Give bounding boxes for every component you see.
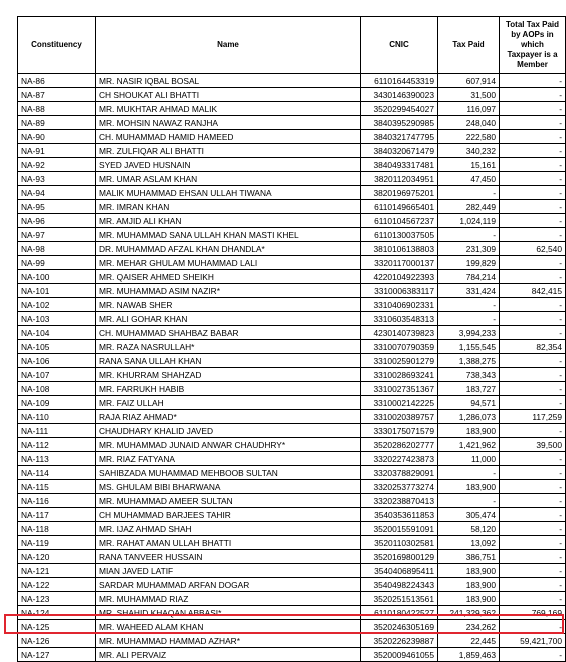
- cell-cnic: 3310028693241: [361, 368, 438, 382]
- cell-constituency: NA-87: [18, 88, 96, 102]
- cell-cnic: 3540498224343: [361, 578, 438, 592]
- cell-constituency: NA-125: [18, 620, 96, 634]
- cell-aop-tax: -: [500, 228, 566, 242]
- cell-tax-paid: 305,474: [438, 508, 500, 522]
- table-row: [18, 564, 566, 578]
- cell-cnic: 6110180422527: [361, 606, 438, 620]
- cell-cnic: 3520226239887: [361, 634, 438, 648]
- cell-tax-paid: 13,092: [438, 536, 500, 550]
- cell-cnic: 4230140739823: [361, 326, 438, 340]
- table-row: [18, 74, 566, 88]
- cell-tax-paid: 22,445: [438, 634, 500, 648]
- cell-aop-tax: 62,540: [500, 242, 566, 256]
- cell-cnic: 3520169800129: [361, 550, 438, 564]
- cell-constituency: NA-96: [18, 214, 96, 228]
- cell-aop-tax: -: [500, 648, 566, 662]
- cell-tax-paid: 241,329,362: [438, 606, 500, 620]
- cell-aop-tax: -: [500, 592, 566, 606]
- cell-cnic: 3430146390023: [361, 88, 438, 102]
- table-row: [18, 186, 566, 200]
- cell-aop-tax: 59,421,700: [500, 634, 566, 648]
- cell-cnic: 3310070790359: [361, 340, 438, 354]
- cell-aop-tax: -: [500, 424, 566, 438]
- cell-tax-paid: 1,155,545: [438, 340, 500, 354]
- cell-name: RANA SANA ULLAH KHAN: [96, 354, 361, 368]
- cell-name: MR. FAIZ ULLAH: [96, 396, 361, 410]
- cell-aop-tax: 842,415: [500, 284, 566, 298]
- cell-aop-tax: -: [500, 298, 566, 312]
- cell-name: MR. IJAZ AHMAD SHAH: [96, 522, 361, 536]
- cell-tax-paid: 738,343: [438, 368, 500, 382]
- cell-cnic: 6110164453319: [361, 74, 438, 88]
- cell-tax-paid: 183,727: [438, 382, 500, 396]
- cell-constituency: NA-94: [18, 186, 96, 200]
- cell-constituency: NA-110: [18, 410, 96, 424]
- cell-constituency: NA-123: [18, 592, 96, 606]
- cell-name: MR. IMRAN KHAN: [96, 200, 361, 214]
- cell-tax-paid: 11,000: [438, 452, 500, 466]
- cell-tax-paid: 1,388,275: [438, 354, 500, 368]
- table-row: [18, 508, 566, 522]
- cell-constituency: NA-111: [18, 424, 96, 438]
- cell-constituency: NA-92: [18, 158, 96, 172]
- cell-name: MR. ZULFIQAR ALI BHATTI: [96, 144, 361, 158]
- header-cnic: CNIC: [361, 17, 438, 74]
- cell-aop-tax: -: [500, 396, 566, 410]
- table-row: [18, 606, 566, 620]
- cell-constituency: NA-100: [18, 270, 96, 284]
- table-row: [18, 354, 566, 368]
- cell-aop-tax: -: [500, 564, 566, 578]
- cell-constituency: NA-88: [18, 102, 96, 116]
- cell-cnic: 3310002142225: [361, 396, 438, 410]
- cell-constituency: NA-98: [18, 242, 96, 256]
- cell-tax-paid: -: [438, 186, 500, 200]
- cell-name: SAHIBZADA MUHAMMAD MEHBOOB SULTAN: [96, 466, 361, 480]
- table-row: [18, 340, 566, 354]
- cell-name: MR. ALI PERVAIZ: [96, 648, 361, 662]
- cell-name: MR. KHURRAM SHAHZAD: [96, 368, 361, 382]
- cell-name: CH. MUHAMMAD SHAHBAZ BABAR: [96, 326, 361, 340]
- cell-cnic: 6110104567237: [361, 214, 438, 228]
- cell-aop-tax: -: [500, 522, 566, 536]
- cell-tax-paid: 31,500: [438, 88, 500, 102]
- cell-constituency: NA-97: [18, 228, 96, 242]
- table-row: [18, 130, 566, 144]
- cell-cnic: 3330175071579: [361, 424, 438, 438]
- cell-name: MR. MEHAR GHULAM MUHAMMAD LALI: [96, 256, 361, 270]
- cell-constituency: NA-113: [18, 452, 96, 466]
- cell-aop-tax: -: [500, 368, 566, 382]
- cell-constituency: NA-112: [18, 438, 96, 452]
- cell-aop-tax: -: [500, 354, 566, 368]
- table-row: [18, 522, 566, 536]
- cell-name: MR. MOHSIN NAWAZ RANJHA: [96, 116, 361, 130]
- header-aop-tax: Total Tax Paid by AOPs in which Taxpayer is a Member: [500, 17, 566, 74]
- cell-cnic: 3310020389757: [361, 410, 438, 424]
- cell-cnic: 3320238870413: [361, 494, 438, 508]
- cell-name: CH. MUHAMMAD HAMID HAMEED: [96, 130, 361, 144]
- cell-tax-paid: 331,424: [438, 284, 500, 298]
- cell-cnic: 3520286202777: [361, 438, 438, 452]
- table-row: [18, 592, 566, 606]
- cell-aop-tax: -: [500, 480, 566, 494]
- header-tax-paid: Tax Paid: [438, 17, 500, 74]
- table-row: [18, 214, 566, 228]
- cell-cnic: 3840320671479: [361, 144, 438, 158]
- cell-constituency: NA-99: [18, 256, 96, 270]
- cell-tax-paid: -: [438, 312, 500, 326]
- cell-name: MIAN JAVED LATIF: [96, 564, 361, 578]
- cell-tax-paid: 1,859,463: [438, 648, 500, 662]
- cell-name: MR. MUHAMMAD SANA ULLAH KHAN MASTI KHEL: [96, 228, 361, 242]
- cell-cnic: 3520299454027: [361, 102, 438, 116]
- table-row: [18, 270, 566, 284]
- cell-name: RANA TANVEER HUSSAIN: [96, 550, 361, 564]
- cell-aop-tax: -: [500, 550, 566, 564]
- cell-name: MR. AMJID ALI KHAN: [96, 214, 361, 228]
- cell-tax-paid: 3,994,233: [438, 326, 500, 340]
- cell-aop-tax: -: [500, 172, 566, 186]
- table-row: [18, 424, 566, 438]
- cell-name: MR. MUHAMMAD HAMMAD AZHAR*: [96, 634, 361, 648]
- cell-cnic: 3840321747795: [361, 130, 438, 144]
- cell-constituency: NA-101: [18, 284, 96, 298]
- cell-tax-paid: 1,024,119: [438, 214, 500, 228]
- table-row: [18, 116, 566, 130]
- table-row: [18, 578, 566, 592]
- cell-name: MR. NASIR IQBAL BOSAL: [96, 74, 361, 88]
- cell-constituency: NA-91: [18, 144, 96, 158]
- table-row: [18, 88, 566, 102]
- cell-name: MR. WAHEED ALAM KHAN: [96, 620, 361, 634]
- cell-tax-paid: 183,900: [438, 424, 500, 438]
- cell-cnic: 3820112034951: [361, 172, 438, 186]
- cell-cnic: 3820196975201: [361, 186, 438, 200]
- table-row: [18, 494, 566, 508]
- cell-cnic: 3320253773274: [361, 480, 438, 494]
- tax-directory-table: [17, 16, 566, 662]
- cell-constituency: NA-115: [18, 480, 96, 494]
- cell-name: MR. RIAZ FATYANA: [96, 452, 361, 466]
- cell-aop-tax: -: [500, 214, 566, 228]
- cell-constituency: NA-108: [18, 382, 96, 396]
- cell-cnic: 3540406895411: [361, 564, 438, 578]
- cell-tax-paid: 47,450: [438, 172, 500, 186]
- cell-name: CH MUHAMMAD BARJEES TAHIR: [96, 508, 361, 522]
- table-row: [18, 550, 566, 564]
- cell-tax-paid: 222,580: [438, 130, 500, 144]
- cell-aop-tax: -: [500, 158, 566, 172]
- cell-tax-paid: 282,449: [438, 200, 500, 214]
- cell-name: SARDAR MUHAMMAD ARFAN DOGAR: [96, 578, 361, 592]
- cell-tax-paid: 784,214: [438, 270, 500, 284]
- cell-constituency: NA-122: [18, 578, 96, 592]
- cell-constituency: NA-109: [18, 396, 96, 410]
- table-row: [18, 312, 566, 326]
- table-row: [18, 634, 566, 648]
- cell-aop-tax: -: [500, 270, 566, 284]
- table-row: [18, 228, 566, 242]
- cell-cnic: 4220104922393: [361, 270, 438, 284]
- cell-name: MR. RAZA NASRULLAH*: [96, 340, 361, 354]
- cell-name: DR. MUHAMMAD AFZAL KHAN DHANDLA*: [96, 242, 361, 256]
- table-body: [18, 74, 566, 662]
- cell-tax-paid: 340,232: [438, 144, 500, 158]
- cell-name: MR. MUKHTAR AHMAD MALIK: [96, 102, 361, 116]
- cell-tax-paid: -: [438, 228, 500, 242]
- cell-cnic: 3310025901279: [361, 354, 438, 368]
- cell-name: MR. MUHAMMAD RIAZ: [96, 592, 361, 606]
- cell-aop-tax: -: [500, 130, 566, 144]
- cell-aop-tax: 39,500: [500, 438, 566, 452]
- cell-tax-paid: 183,900: [438, 592, 500, 606]
- table-row: [18, 452, 566, 466]
- cell-constituency: NA-120: [18, 550, 96, 564]
- cell-constituency: NA-126: [18, 634, 96, 648]
- table-row: [18, 648, 566, 662]
- cell-cnic: 3520251513561: [361, 592, 438, 606]
- cell-name: MR. MUHAMMAD JUNAID ANWAR CHAUDHRY*: [96, 438, 361, 452]
- cell-constituency: NA-106: [18, 354, 96, 368]
- cell-cnic: 3320227423873: [361, 452, 438, 466]
- cell-cnic: 3840395290985: [361, 116, 438, 130]
- cell-constituency: NA-105: [18, 340, 96, 354]
- cell-constituency: NA-116: [18, 494, 96, 508]
- cell-tax-paid: -: [438, 466, 500, 480]
- table-row: [18, 410, 566, 424]
- cell-aop-tax: -: [500, 494, 566, 508]
- cell-tax-paid: 231,309: [438, 242, 500, 256]
- cell-aop-tax: -: [500, 74, 566, 88]
- cell-name: MR. NAWAB SHER: [96, 298, 361, 312]
- table-row: [18, 102, 566, 116]
- cell-cnic: 6110130037505: [361, 228, 438, 242]
- cell-name: MR. ALI GOHAR KHAN: [96, 312, 361, 326]
- cell-constituency: NA-114: [18, 466, 96, 480]
- cell-tax-paid: 234,262: [438, 620, 500, 634]
- cell-aop-tax: -: [500, 620, 566, 634]
- cell-tax-paid: 386,751: [438, 550, 500, 564]
- cell-aop-tax: -: [500, 116, 566, 130]
- table-row: [18, 382, 566, 396]
- cell-cnic: 6110149665401: [361, 200, 438, 214]
- cell-name: MR. SHAHID KHAQAN ABBASI*: [96, 606, 361, 620]
- cell-aop-tax: 82,354: [500, 340, 566, 354]
- table-row: [18, 466, 566, 480]
- cell-aop-tax: -: [500, 452, 566, 466]
- cell-constituency: NA-118: [18, 522, 96, 536]
- cell-aop-tax: 769,169: [500, 606, 566, 620]
- cell-tax-paid: 199,829: [438, 256, 500, 270]
- cell-constituency: NA-90: [18, 130, 96, 144]
- cell-name: MR. UMAR ASLAM KHAN: [96, 172, 361, 186]
- cell-cnic: 3520015591091: [361, 522, 438, 536]
- cell-name: RAJA RIAZ AHMAD*: [96, 410, 361, 424]
- table-header-row: [18, 17, 566, 74]
- cell-aop-tax: -: [500, 466, 566, 480]
- cell-constituency: NA-104: [18, 326, 96, 340]
- cell-aop-tax: -: [500, 508, 566, 522]
- cell-name: SYED JAVED HUSNAIN: [96, 158, 361, 172]
- cell-name: MS. GHULAM BIBI BHARWANA: [96, 480, 361, 494]
- cell-aop-tax: -: [500, 186, 566, 200]
- cell-name: MR. RAHAT AMAN ULLAH BHATTI: [96, 536, 361, 550]
- cell-tax-paid: 183,900: [438, 578, 500, 592]
- cell-cnic: 3320117000137: [361, 256, 438, 270]
- table-row: [18, 536, 566, 550]
- table-row: [18, 200, 566, 214]
- cell-constituency: NA-95: [18, 200, 96, 214]
- cell-aop-tax: -: [500, 312, 566, 326]
- table-row: [18, 284, 566, 298]
- cell-aop-tax: -: [500, 88, 566, 102]
- cell-cnic: 3320378829091: [361, 466, 438, 480]
- cell-aop-tax: -: [500, 578, 566, 592]
- cell-tax-paid: 183,900: [438, 564, 500, 578]
- cell-cnic: 3520246305169: [361, 620, 438, 634]
- cell-aop-tax: -: [500, 102, 566, 116]
- cell-cnic: 3840493317481: [361, 158, 438, 172]
- cell-cnic: 3310006383117: [361, 284, 438, 298]
- table-row: [18, 144, 566, 158]
- cell-cnic: 3310027351367: [361, 382, 438, 396]
- cell-constituency: NA-121: [18, 564, 96, 578]
- cell-constituency: NA-117: [18, 508, 96, 522]
- cell-tax-paid: -: [438, 494, 500, 508]
- cell-aop-tax: -: [500, 144, 566, 158]
- cell-aop-tax: -: [500, 200, 566, 214]
- cell-tax-paid: 1,421,962: [438, 438, 500, 452]
- table-row: [18, 396, 566, 410]
- cell-constituency: NA-103: [18, 312, 96, 326]
- cell-name: MR. MUHAMMAD AMEER SULTAN: [96, 494, 361, 508]
- cell-cnic: 3540353611853: [361, 508, 438, 522]
- cell-cnic: 3310406902331: [361, 298, 438, 312]
- cell-tax-paid: 15,161: [438, 158, 500, 172]
- cell-name: CHAUDHARY KHALID JAVED: [96, 424, 361, 438]
- cell-tax-paid: 248,040: [438, 116, 500, 130]
- cell-cnic: 3810106138803: [361, 242, 438, 256]
- cell-constituency: NA-127: [18, 648, 96, 662]
- cell-name: MR. QAISER AHMED SHEIKH: [96, 270, 361, 284]
- table-row: [18, 438, 566, 452]
- cell-constituency: NA-93: [18, 172, 96, 186]
- table-row: [18, 326, 566, 340]
- table-row: [18, 620, 566, 634]
- cell-cnic: 3310603548313: [361, 312, 438, 326]
- cell-name: MR. FARRUKH HABIB: [96, 382, 361, 396]
- header-name: Name: [96, 17, 361, 74]
- cell-constituency: NA-86: [18, 74, 96, 88]
- table-row: [18, 256, 566, 270]
- table-row: [18, 172, 566, 186]
- cell-constituency: NA-89: [18, 116, 96, 130]
- cell-aop-tax: 117,259: [500, 410, 566, 424]
- cell-tax-paid: 116,097: [438, 102, 500, 116]
- header-constituency: Constituency: [18, 17, 96, 74]
- cell-constituency: NA-119: [18, 536, 96, 550]
- table-row: [18, 368, 566, 382]
- cell-constituency: NA-124: [18, 606, 96, 620]
- cell-tax-paid: 183,900: [438, 480, 500, 494]
- cell-aop-tax: -: [500, 256, 566, 270]
- cell-cnic: 3520009461055: [361, 648, 438, 662]
- cell-name: CH SHOUKAT ALI BHATTI: [96, 88, 361, 102]
- cell-name: MR. MUHAMMAD ASIM NAZIR*: [96, 284, 361, 298]
- cell-tax-paid: 607,914: [438, 74, 500, 88]
- cell-tax-paid: 94,571: [438, 396, 500, 410]
- table-row: [18, 158, 566, 172]
- table-row: [18, 480, 566, 494]
- cell-aop-tax: -: [500, 536, 566, 550]
- cell-constituency: NA-102: [18, 298, 96, 312]
- cell-aop-tax: -: [500, 382, 566, 396]
- cell-tax-paid: -: [438, 298, 500, 312]
- table-row: [18, 298, 566, 312]
- table-row: [18, 242, 566, 256]
- tax-directory-table-container: [17, 16, 565, 662]
- cell-cnic: 3520110302581: [361, 536, 438, 550]
- cell-constituency: NA-107: [18, 368, 96, 382]
- cell-tax-paid: 58,120: [438, 522, 500, 536]
- cell-name: MALIK MUHAMMAD EHSAN ULLAH TIWANA: [96, 186, 361, 200]
- cell-tax-paid: 1,286,073: [438, 410, 500, 424]
- cell-aop-tax: -: [500, 326, 566, 340]
